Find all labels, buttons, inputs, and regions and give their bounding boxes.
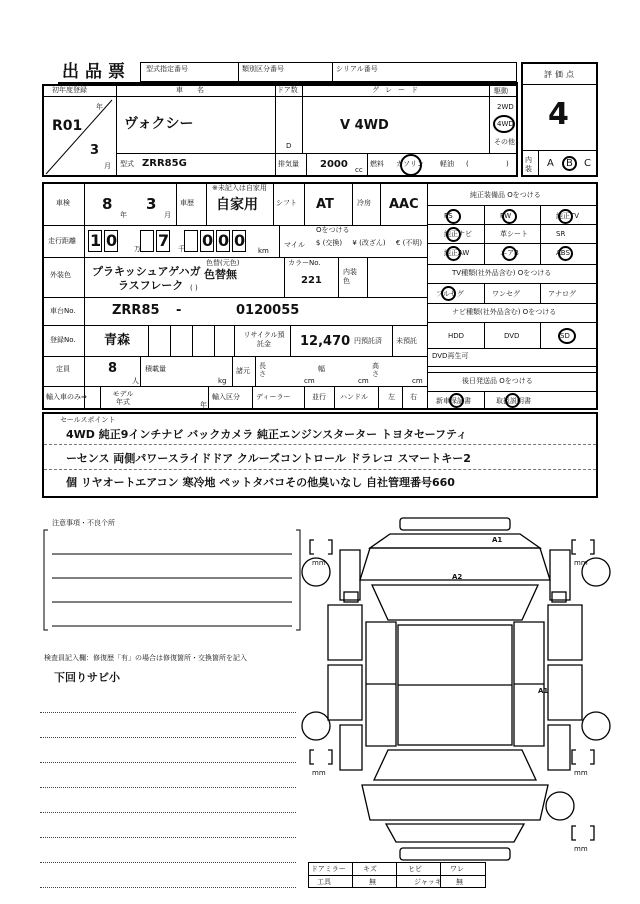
- footer-header-2: ヒビ: [408, 865, 422, 873]
- color-main-2: ラスフレーク: [118, 279, 184, 292]
- model-value: ZRR85G: [142, 158, 187, 169]
- interior-grade-a: A: [547, 158, 554, 169]
- exchange-label: $ (交換): [315, 239, 343, 247]
- note-line: [40, 812, 296, 813]
- modified-label: ¥ (改ざん): [352, 239, 386, 247]
- drive-4wd-circle: [493, 115, 515, 133]
- first-reg-label: 初年度登録: [52, 86, 87, 94]
- option-row3-1: エアB: [500, 249, 519, 257]
- mileage-digit: 0: [106, 231, 118, 250]
- navi-option-1: DVD: [504, 332, 520, 340]
- sales-point-line-3: 個 リヤオートエアコン 寒冷地 ペットタバコその他臭いなし 自社管理番号660: [66, 476, 455, 489]
- door-suffix: D: [286, 142, 292, 150]
- import-type-label: 輸入区分: [212, 393, 240, 401]
- mark-a2: A2: [452, 573, 463, 581]
- import-dealer: ディーラー: [256, 393, 291, 401]
- mileage-digit: 7: [158, 231, 170, 250]
- tv-option-circle: [441, 286, 456, 301]
- option-circle: [446, 246, 461, 261]
- reg-place: 青森: [104, 333, 131, 348]
- person-unit: 人: [132, 377, 139, 385]
- length-label: 長さ: [259, 362, 266, 378]
- later-manual: 取扱説明書: [496, 397, 531, 405]
- caution-label: 注意事項・不良个所: [52, 519, 115, 527]
- option-circle: [502, 209, 517, 224]
- navi-sd-circle: [558, 328, 576, 344]
- recycle-unpaid: 未預託: [396, 337, 417, 345]
- mileage-digit: 1: [90, 231, 102, 250]
- displacement-value: 2000: [320, 159, 348, 170]
- tv-option-0: フルセグ: [436, 290, 464, 298]
- option-circle: [502, 246, 517, 261]
- sen-unit: 千: [178, 245, 185, 253]
- navi-option-0: HDD: [448, 332, 465, 340]
- option-divider: [540, 205, 541, 264]
- inspection-label: 車検: [56, 199, 70, 207]
- footer-header-1: キズ: [363, 865, 377, 873]
- sales-point-line-2: ーセンス 両側パワースライドドア クルーズコントロール ドラレコ スマートキー2: [66, 452, 471, 465]
- month-unit: 月: [104, 162, 111, 170]
- color-change: 色替無: [204, 268, 237, 281]
- ac-value: AAC: [389, 197, 419, 212]
- color-change-paren: ( ): [190, 284, 198, 292]
- mark-a1-right: A1: [538, 687, 549, 695]
- drive-other: その他: [494, 138, 515, 146]
- car-name-label: 車名: [176, 86, 218, 94]
- later-warranty: 新車保証書: [436, 397, 471, 405]
- inspector-note: 下回りサビ小: [54, 671, 120, 684]
- recycle-label: リサイクル預託金: [243, 331, 285, 348]
- handle-label: ハンドル: [340, 393, 368, 401]
- navi-divider: [540, 322, 541, 348]
- drive-4wd: 4WD: [497, 120, 514, 128]
- first-reg-month: 3: [90, 143, 100, 158]
- option-row3-2: ABS: [556, 249, 570, 257]
- drive-2wd: 2WD: [497, 103, 514, 111]
- car-diagram: [300, 510, 620, 882]
- option-circle: [446, 227, 461, 242]
- mm-front-left: mm: [312, 559, 326, 567]
- model-year-unit: 年: [200, 401, 207, 409]
- tv-title: TV種類(社外品含む) Oをつける: [452, 269, 552, 277]
- mileage-digit: 0: [218, 231, 230, 250]
- dims-label: 諸元: [236, 367, 250, 375]
- later-manual-circle: [505, 393, 520, 408]
- mile-label: マイル: [284, 241, 305, 249]
- sales-point-line-1: 4WD 純正9インチナビ バックカメラ 純正エンジンスターター トヨタセーフティ: [66, 428, 468, 441]
- note-line: [40, 762, 296, 763]
- header-fields: [140, 62, 517, 82]
- footer-header-3: ワレ: [450, 865, 464, 873]
- navi-title: ナビ種類(社外品含む) Oをつける: [452, 308, 557, 316]
- tv-divider: [484, 283, 485, 303]
- fuel-label: 燃料: [370, 160, 384, 168]
- inspection-month-unit: 月: [164, 211, 171, 219]
- model-cert-label: 型式指定番号: [146, 65, 188, 73]
- option-row1-0: PS: [444, 212, 453, 220]
- mileage-cell: [140, 230, 154, 252]
- eval-label: 評価点: [544, 70, 577, 79]
- mm-front-right: mm: [574, 559, 588, 567]
- fuel-gas: ガソリン: [396, 160, 424, 168]
- first-reg-era: R01: [52, 118, 83, 134]
- footer-cell-1: 無: [369, 878, 376, 886]
- later-title: 後日発送品 Oをつける: [462, 377, 533, 385]
- interior-grade-c: C: [584, 158, 591, 169]
- cm-unit-3: cm: [412, 377, 423, 385]
- inspection-year: 8: [102, 195, 113, 213]
- fuel-paren: (: [466, 160, 469, 168]
- load-label: 積載量: [145, 365, 166, 373]
- later-warranty-circle: [449, 393, 464, 408]
- option-row-line: [427, 224, 598, 225]
- option-circle: [558, 246, 573, 261]
- footer-cell-3: 無: [456, 878, 463, 886]
- mileage-digit: 0: [234, 231, 246, 250]
- year-unit: 年: [96, 103, 103, 111]
- recycle-paid: 円預託済: [354, 337, 382, 345]
- unknown-label: € (不明): [395, 239, 423, 247]
- options-title: 純正装備品 Oをつける: [470, 191, 541, 199]
- color-no: 221: [301, 275, 322, 286]
- shift-label: シフト: [276, 199, 297, 207]
- color-no-label: カラーNo.: [288, 259, 321, 267]
- inspection-year-unit: 年: [120, 211, 127, 219]
- inspection-month: 3: [146, 195, 157, 213]
- tv-option-2: アナログ: [548, 290, 576, 298]
- option-row1-1: PW: [500, 212, 512, 220]
- color-label: 外装色: [50, 271, 71, 279]
- chassis-no: 0120055: [236, 303, 300, 318]
- height-label: 高さ: [372, 362, 379, 378]
- recycle-amount: 12,470: [300, 334, 351, 349]
- chassis-prefix: ZRR85: [112, 303, 160, 318]
- mileage-cell: [184, 230, 198, 252]
- note-line: [40, 737, 296, 738]
- shift-value: AT: [316, 197, 334, 212]
- kg-unit: kg: [218, 377, 227, 385]
- import-parallel: 並行: [312, 393, 326, 401]
- option-row2-1: 革シート: [500, 230, 528, 238]
- option-row2-2: SR: [556, 230, 566, 238]
- interior-color-label: 内装色: [343, 268, 357, 285]
- footer-header-0: ドアミラー: [311, 865, 346, 873]
- eval-score: 4: [548, 97, 569, 132]
- option-circle: [446, 209, 461, 224]
- km-unit: km: [258, 247, 269, 255]
- interior-label: 内装: [525, 156, 532, 173]
- footer-cell-2: ジャッキ: [414, 878, 442, 886]
- inspector-label: 検査員記入欄：修復歴「有」の場合は修復箇所・交換箇所を記入: [44, 654, 247, 662]
- serial-no-label: シリアル番号: [336, 65, 378, 73]
- model-label: 型式: [120, 160, 134, 168]
- grade-value: V 4WD: [340, 118, 389, 133]
- cc-unit: cc: [355, 166, 363, 174]
- drive-label: 駆動: [494, 87, 508, 95]
- form-title: 出品票: [62, 62, 131, 82]
- dvd-label: DVD再生可: [432, 352, 469, 360]
- import-label: 輸入車のみ⇒: [46, 393, 87, 401]
- displacement-label: 排気量: [278, 160, 299, 168]
- history-label: 車歴: [180, 199, 194, 207]
- mm-rear-left: mm: [312, 769, 326, 777]
- handle-left: 左: [388, 393, 395, 401]
- chassis-dash: -: [176, 303, 182, 318]
- note-line: [40, 862, 296, 863]
- mark-a1-top: A1: [492, 536, 503, 544]
- color-main: プラキッシュアゲハガ: [92, 265, 201, 278]
- fuel-diesel: 軽油: [440, 160, 454, 168]
- navi-option-2: SD: [560, 332, 570, 340]
- note-line: [40, 712, 296, 713]
- note-line: [40, 837, 296, 838]
- note-line: [40, 887, 296, 888]
- option-circle: [558, 209, 573, 224]
- car-name: ヴォクシー: [124, 116, 194, 132]
- chassis-label: 車台No.: [50, 307, 76, 315]
- capacity-value: 8: [108, 361, 118, 376]
- width-label: 幅: [318, 365, 325, 373]
- capacity-label: 定員: [56, 365, 70, 373]
- interior-grade-circle: [562, 156, 577, 171]
- mm-rear-right: mm: [574, 769, 588, 777]
- circle-note: Oをつける: [316, 226, 350, 234]
- option-row3-0: 純正AW: [444, 249, 470, 257]
- navi-divider: [484, 322, 485, 348]
- sales-point-label: セールスポイント: [60, 416, 116, 424]
- color-change-label: 色替(元色): [206, 259, 240, 267]
- note-line: [40, 787, 296, 788]
- history-note: ※未記入は自家用: [212, 184, 267, 192]
- reg-label: 登録No.: [50, 336, 76, 344]
- ac-label: 冷房: [357, 199, 371, 207]
- model-year-label: モデル年式: [112, 390, 134, 406]
- footer-cell-0: 工具: [317, 878, 331, 886]
- option-row1-2: 純正TV: [556, 212, 580, 220]
- mileage-label: 走行距離: [48, 237, 76, 245]
- tv-divider: [540, 283, 541, 303]
- cm-unit-2: cm: [358, 377, 369, 385]
- mileage-digit: 0: [202, 231, 214, 250]
- cm-unit-1: cm: [304, 377, 315, 385]
- fuel-gas-circle: [400, 154, 422, 176]
- mm-spare: mm: [574, 845, 588, 853]
- history-value: 自家用: [216, 197, 258, 213]
- option-divider: [484, 205, 485, 264]
- fuel-paren-close: ): [506, 160, 509, 168]
- option-row-line: [427, 243, 598, 244]
- doors-label: ドア数: [277, 86, 298, 94]
- interior-grade-b: B: [566, 158, 573, 169]
- man-unit: 万: [134, 245, 141, 253]
- category-no-label: 類別区分番号: [242, 65, 284, 73]
- caution-lines: [42, 526, 302, 636]
- grade-label: グレード: [372, 86, 424, 94]
- handle-right: 右: [410, 393, 417, 401]
- option-row2-0: 純正ナビ: [444, 230, 472, 238]
- tv-option-1: ワンセグ: [492, 290, 520, 298]
